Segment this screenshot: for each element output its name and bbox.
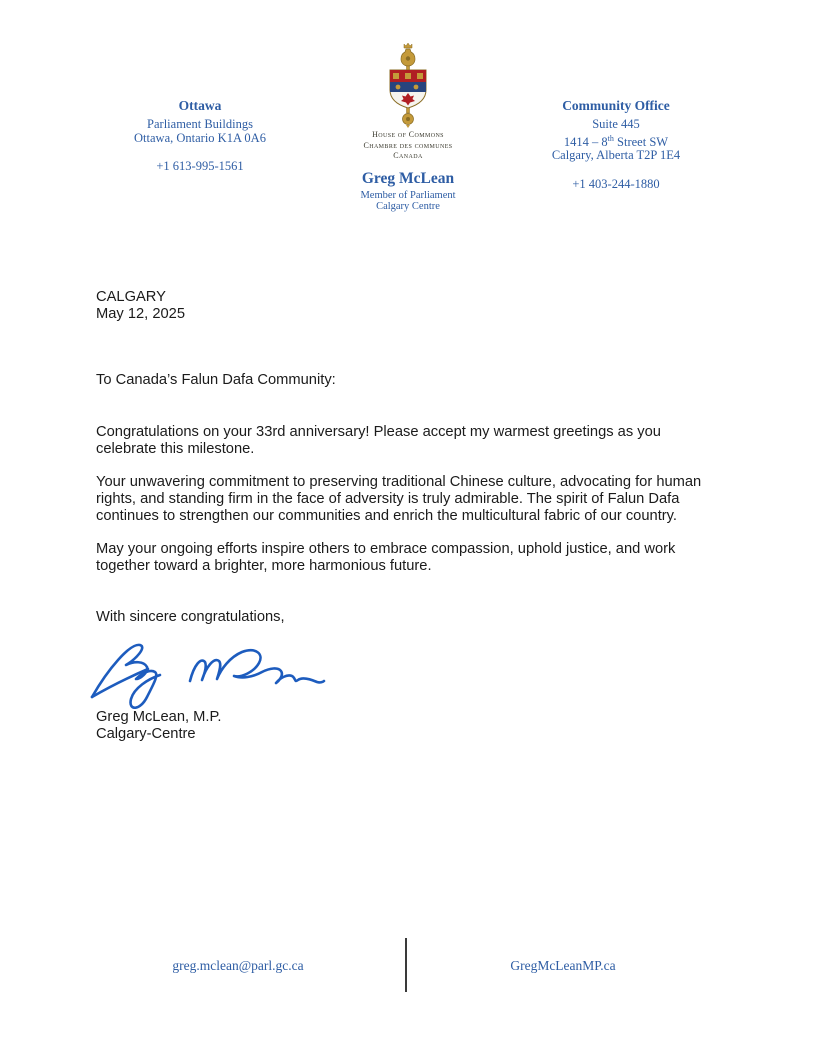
- mp-name: Greg McLean: [361, 169, 455, 187]
- letterhead-center-block: [338, 42, 478, 212]
- salutation: To Canada’s Falun Dafa Community:: [96, 372, 336, 388]
- community-phone: +1 403-244-1880: [572, 176, 660, 191]
- address-line2-ordinal: th: [607, 133, 614, 143]
- ottawa-office-title: Ottawa: [178, 98, 222, 113]
- signature: [90, 635, 720, 709]
- mp-role: Member of Parliament: [360, 189, 456, 201]
- footer-email: greg.mclean@parl.gc.ca: [172, 958, 304, 973]
- ottawa-address-line2: Ottawa, Ontario K1A 0A6: [134, 130, 266, 145]
- org-line-en: House of Commons: [372, 130, 444, 139]
- footer-website: GregMcLeanMP.ca: [510, 958, 616, 973]
- org-name-lines: [338, 130, 478, 162]
- address-line2-suffix: Street SW: [613, 134, 669, 149]
- community-address-line3: Calgary, Alberta T2P 1E4: [551, 148, 681, 163]
- ottawa-office-block: [88, 98, 312, 174]
- org-line-country: Canada: [393, 151, 423, 161]
- org-line-fr: Chambre des communes: [363, 140, 453, 150]
- ottawa-phone: +1 613-995-1561: [156, 159, 244, 173]
- signer-riding: Calgary-Centre: [96, 726, 196, 742]
- paragraph-1: Congratulations on your 33rd anniversary! Please accept my warmest greetings as you celebrate this milestone.: [96, 424, 661, 457]
- community-office-block: [504, 98, 728, 192]
- mp-riding: Calgary Centre: [376, 200, 440, 212]
- community-office-title: Community Office: [562, 98, 670, 113]
- paragraph-2: Your unwavering commitment to preserving traditional Chinese culture, advocating for human rights, and standing firm in the face of adversity is truly admirable. The spirit of Falun Dafa continues to strengthen our communities and enrich the multicultural fabric of our country.: [96, 474, 702, 524]
- community-address-line1: Suite 445: [592, 117, 640, 131]
- house-of-commons-mace-crest-icon: [386, 42, 430, 128]
- paragraph-3: May your ongoing efforts inspire others to embrace compassion, uphold justice, and work together toward a brighter, more harmonious future.: [96, 541, 676, 574]
- community-address-line2: [504, 132, 728, 150]
- ottawa-address-line1: Parliament Buildings: [147, 117, 253, 131]
- signature-handwriting-icon: [90, 635, 326, 709]
- letter-date: May 12, 2025: [96, 306, 185, 322]
- address-line2-text: 1414 – 8: [563, 134, 608, 149]
- letter-city: CALGARY: [96, 289, 166, 305]
- letter-body: [96, 283, 720, 743]
- signer-name: Greg McLean, M.P.: [96, 709, 222, 725]
- closing-line: With sincere congratulations,: [96, 609, 285, 625]
